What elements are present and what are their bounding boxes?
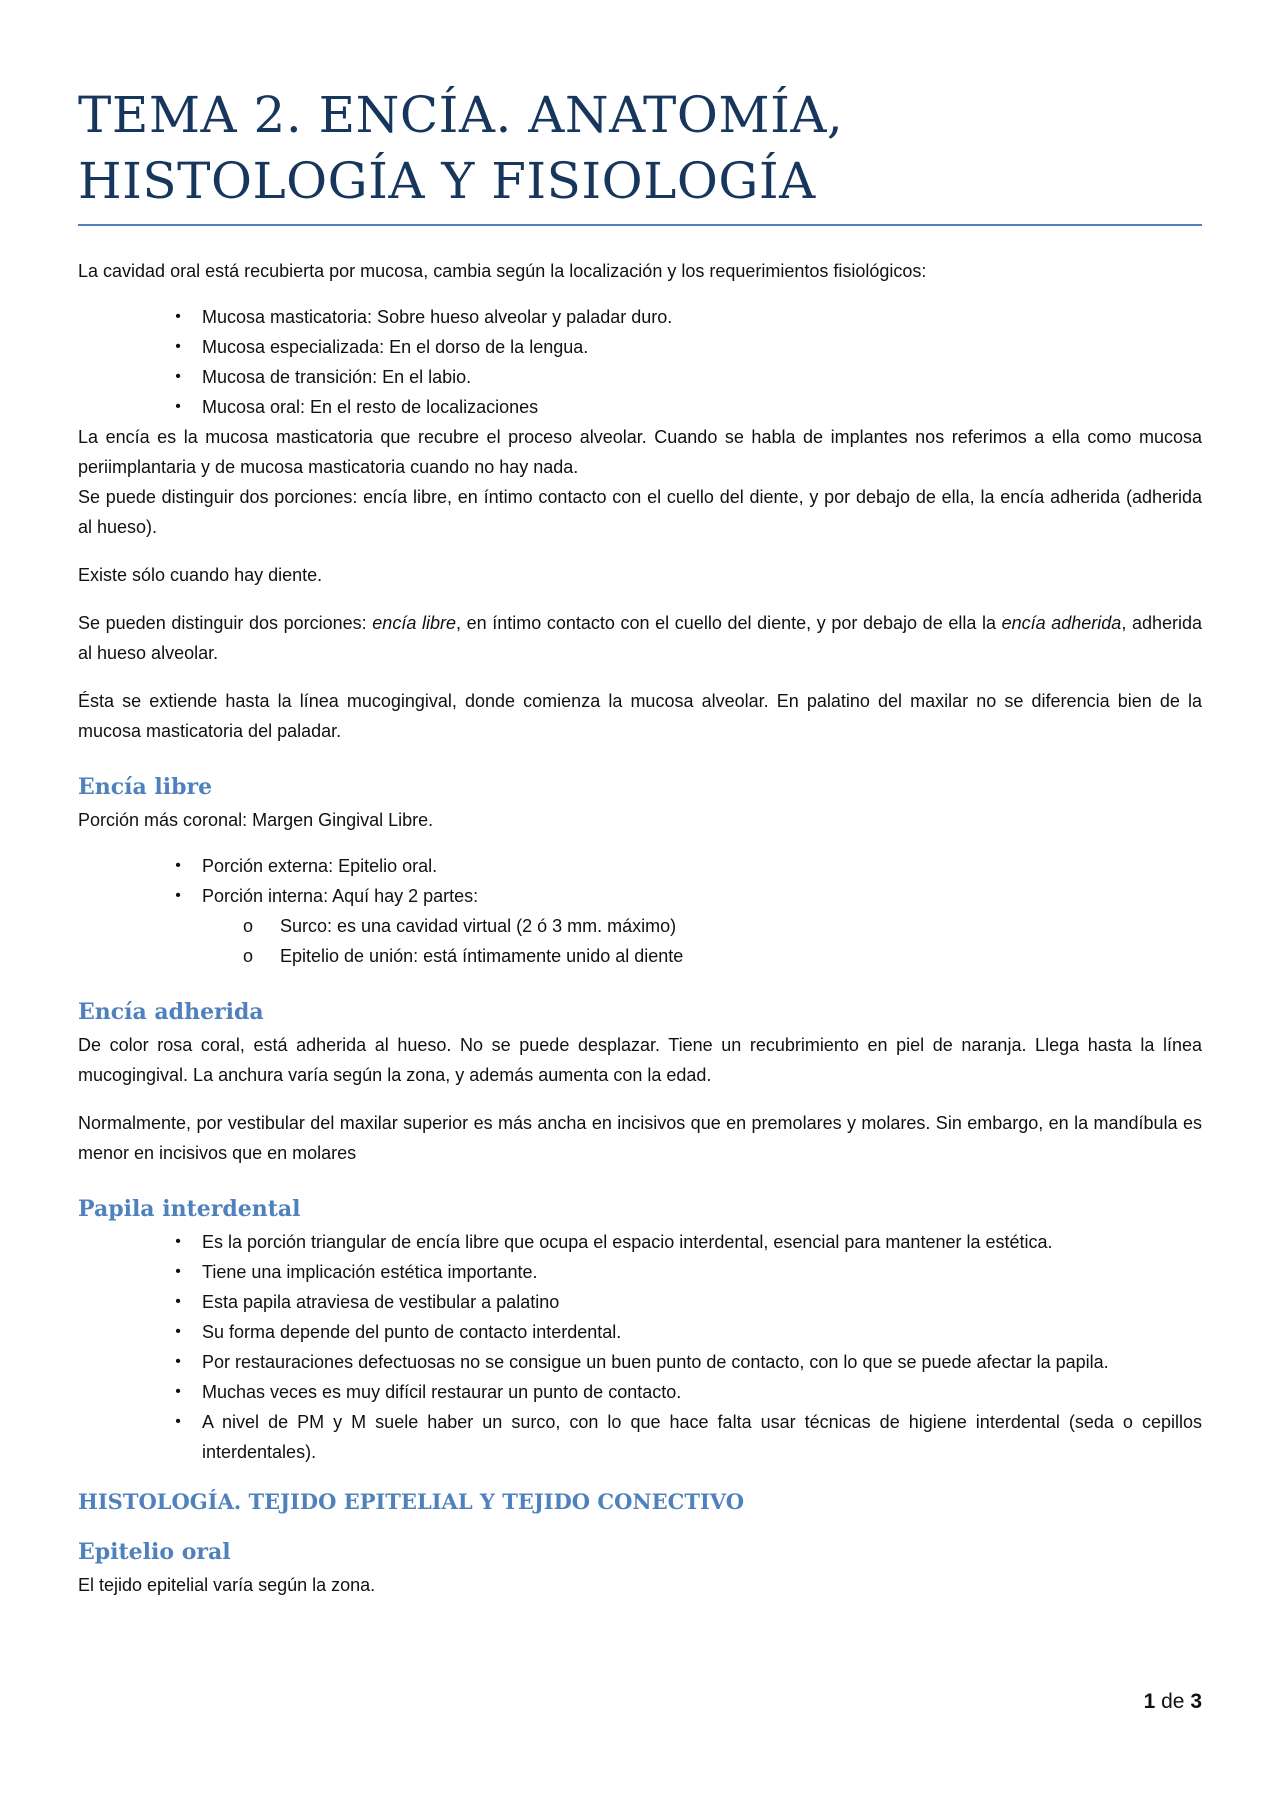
list-item: • Mucosa de transición: En el labio.: [202, 362, 1202, 392]
list-item: • Esta papila atraviesa de vestibular a palatino: [202, 1287, 1202, 1317]
list-item: • Es la porción triangular de encía libre que ocupa el espacio interdental, esencial para mantener la estética.: [202, 1227, 1202, 1257]
bullet-icon: •: [175, 1353, 181, 1370]
list-item: • A nivel de PM y M suele haber un surco, con lo que hace falta usar técnicas de higiene interdental (seda o cepillos interdentales).: [202, 1407, 1202, 1467]
document-title: TEMA 2. ENCÍA. ANATOMÍA, HISTOLOGÍA Y FISIOLOGÍA: [78, 82, 1202, 226]
heading-encia-adherida: Encía adherida: [78, 999, 264, 1025]
bullet-icon: •: [175, 308, 181, 325]
bullet-icon: •: [175, 398, 181, 415]
mucosa-list: [78, 302, 1202, 422]
list-item: • Muchas veces es muy difícil restaurar un punto de contacto.: [202, 1377, 1202, 1407]
bullet-icon: •: [175, 1323, 181, 1340]
intro-paragraph: La cavidad oral está recubierta por mucosa, cambia según la localización y los requerimientos fisiológicos:: [78, 261, 927, 281]
list-item: • Por restauraciones defectuosas no se consigue un buen punto de contacto, con lo que se puede afectar la papila.: [202, 1347, 1202, 1377]
list-item: • Porción externa: Epitelio oral.: [202, 851, 1202, 881]
porciones-paragraph: Se puede distinguir dos porciones: encía libre, en íntimo contacto con el cuello del diente, y por debajo de ella, la encía adherida (adherida al hueso).: [78, 487, 1202, 537]
bullet-icon: •: [175, 857, 181, 874]
libre-paragraph: Porción más coronal: Margen Gingival Libre.: [78, 810, 434, 830]
list-item: • Tiene una implicación estética importante.: [202, 1257, 1202, 1287]
sub-list-item: o Surco: es una cavidad virtual (2 ó 3 mm. máximo): [280, 911, 1202, 941]
bullet-icon: •: [175, 368, 181, 385]
epitelio-paragraph: El tejido epitelial varía según la zona.: [78, 1575, 376, 1595]
heading-encia-libre: Encía libre: [78, 774, 213, 800]
adherida-paragraph-2: Normalmente, por vestibular del maxilar superior es más ancha en incisivos que en premolares y molares. Sin embargo, en la mandíbula es menor en incisivos que en molares: [78, 1113, 1202, 1163]
libre-list: [78, 851, 1202, 971]
list-item: • Mucosa especializada: En el dorso de la lengua.: [202, 332, 1202, 362]
papila-list: [78, 1227, 1202, 1467]
bullet-icon: •: [175, 1383, 181, 1400]
libre-sub-list: [202, 911, 1202, 971]
circle-bullet-icon: o: [243, 916, 254, 936]
extiende-paragraph: Ésta se extiende hasta la línea mucogingival, donde comienza la mucosa alveolar. En palatino del maxilar no se diferencia bien de la mucosa masticatoria del paladar.: [78, 691, 1202, 741]
heading-histologia: HISTOLOGÍA. TEJIDO EPITELIAL Y TEJIDO CONECTIVO: [78, 1489, 745, 1514]
bullet-icon: •: [175, 1263, 181, 1280]
heading-papila-interdental: Papila interdental: [78, 1196, 301, 1222]
existe-paragraph: Existe sólo cuando hay diente.: [78, 565, 323, 585]
bullet-icon: •: [175, 1293, 181, 1310]
page-number: 1 de 3: [1143, 1690, 1202, 1713]
bullet-icon: •: [175, 1233, 181, 1250]
list-item: • Mucosa masticatoria: Sobre hueso alveolar y paladar duro.: [202, 302, 1202, 332]
bullet-icon: •: [175, 887, 181, 904]
bullet-icon: •: [175, 338, 181, 355]
sub-list-item: o Epitelio de unión: está íntimamente unido al diente: [280, 941, 1202, 971]
heading-epitelio-oral: Epitelio oral: [78, 1539, 231, 1565]
list-item: • Porción interna: Aquí hay 2 partes: o Surco: es una cavidad virtual (2 ó 3 mm. máximo) o Epitelio de unión: está íntimamente unido al diente: [202, 881, 1202, 971]
bullet-icon: •: [175, 1413, 181, 1430]
porciones-italic-paragraph: Se pueden distinguir dos porciones: encía libre, en íntimo contacto con el cuello del diente, y por debajo de ella la encía adherida, adherida al hueso alveolar.: [78, 613, 1203, 663]
circle-bullet-icon: o: [243, 946, 254, 966]
list-item: • Su forma depende del punto de contacto interdental.: [202, 1317, 1202, 1347]
encia-paragraph: La encía es la mucosa masticatoria que recubre el proceso alveolar. Cuando se habla de implantes nos referimos a ella como mucosa periimplantaria y de mucosa masticatoria cuando no hay nada.: [78, 427, 1202, 477]
list-item: • Mucosa oral: En el resto de localizaciones: [202, 392, 1202, 422]
adherida-paragraph-1: De color rosa coral, está adherida al hueso. No se puede desplazar. Tiene un recubrimiento en piel de naranja. Llega hasta la línea mucogingival. La anchura varía según la zona, y además aumenta con la edad.: [78, 1035, 1202, 1085]
